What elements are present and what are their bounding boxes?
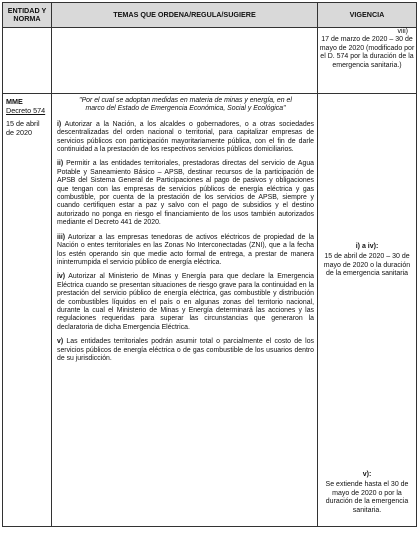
entity-name: MME <box>6 97 23 106</box>
topic-item: i) Autorizar a la Nación, a los alcaldes o gobernadores, o a otras sociedades descentralizadas del orden nacional o territorial, para capitalizar empresas de servicios públicos con participación mayoritariamente pública, con el fin de darle continuidad a la prestación de los respectivos servicios públicos domiciliarios. <box>57 120 314 154</box>
validity-text-i-iv: 15 de abril de 2020 – 30 de mayo de 2020 o la duración de la emergencia sanitaria <box>323 253 411 278</box>
table-row-decree-574 <box>3 94 417 527</box>
validity-text-v: Se extiende hasta el 30 de mayo de 2020 o por la duración de la emergencia sanitaria. <box>325 481 409 514</box>
table-header-row <box>3 3 417 28</box>
header-topics: TEMAS QUE ORDENA/REGULA/SUGIERE <box>52 3 318 28</box>
empty-topics-cell <box>52 28 318 94</box>
topic-item: iv) Autorizar al Ministerio de Minas y Energía para que declare la Emergencia Eléctrica cuando se presentan situaciones de riesgo grave para la continuidad en la prestación del servicio público de energía eléctrica, gas combustible y distribución de combustibles líquidos en el país o en algunas zonas del territorio nacional, durante la cual el Ministerio de Minas y Energía determinará las acciones y las regulaciones requeridas para superar las circunstancias que generaron la declaratoria de dicha Emergencia Eléctrica. <box>57 273 314 331</box>
topic-item: iii) Autorizar a las empresas tenedoras de activos eléctricos de propiedad de la Nación o entes territoriales en las Zonas No Interconectadas (ZNI), que a la fecha los estén operando sin que medie acto formal de entrega, a prestar de manera ininterrumpida el servicio público de energía eléctrica. <box>57 233 314 266</box>
validity-label-i-iv: i) a iv): <box>355 243 379 250</box>
validity-label-v: v): <box>362 471 372 478</box>
topic-item: ii) Permitir a las entidades territoriales, prestadoras directas del servicio de Agua Potable y Saneamiento Básico – APSB, destinar recursos de la participación de APSB del Sistema General de Participaciones al pago de pasivos y obligaciones que tengan con las empresas de servicios públicos de energía eléctrica y gas combustible, por cuenta de la prestación de los servicios de APSB, siempre y cuando certifiquen estar a paz y salvo con el pago de subsidios y el destino autorizado no ponga en riesgo el financiamiento de los usos también autorizados mediante el Decreto 441 de 2020. <box>57 160 315 227</box>
topics-cell <box>52 94 318 527</box>
decree-number: Decreto 574 <box>6 105 46 115</box>
header-validity: VIGENCIA <box>318 3 417 28</box>
empty-entity-cell <box>3 28 52 94</box>
validity-cell-top <box>318 28 417 94</box>
decree-table <box>2 2 417 527</box>
validity-block-i-iv <box>321 243 413 279</box>
header-entity: ENTIDAD Y NORMA <box>3 3 52 28</box>
entity-cell <box>3 94 52 527</box>
decree-title: "Por el cual se adoptan medidas en materia de minas y energía, en el marco del Estado de Emergencia Económica, Social y Ecológica" <box>79 97 292 113</box>
validity-cell <box>318 94 417 527</box>
decree-date: 15 de abril de 2020 <box>6 119 40 137</box>
validity-block-v <box>321 471 413 515</box>
table-row-continuation <box>3 28 417 94</box>
validity-top-label: viii) <box>397 28 408 35</box>
topic-item: v) Las entidades territoriales podrán asumir total o parcialmente el costo de los servicios públicos de energía eléctrica o de gas combustible de los usuarios dentro de su jurisdicción. <box>57 338 314 362</box>
validity-top-text: 17 de marzo de 2020 – 30 de mayo de 2020 (modificado por el D. 574 por la duración de la emergencia sanitaria.) <box>319 36 415 69</box>
